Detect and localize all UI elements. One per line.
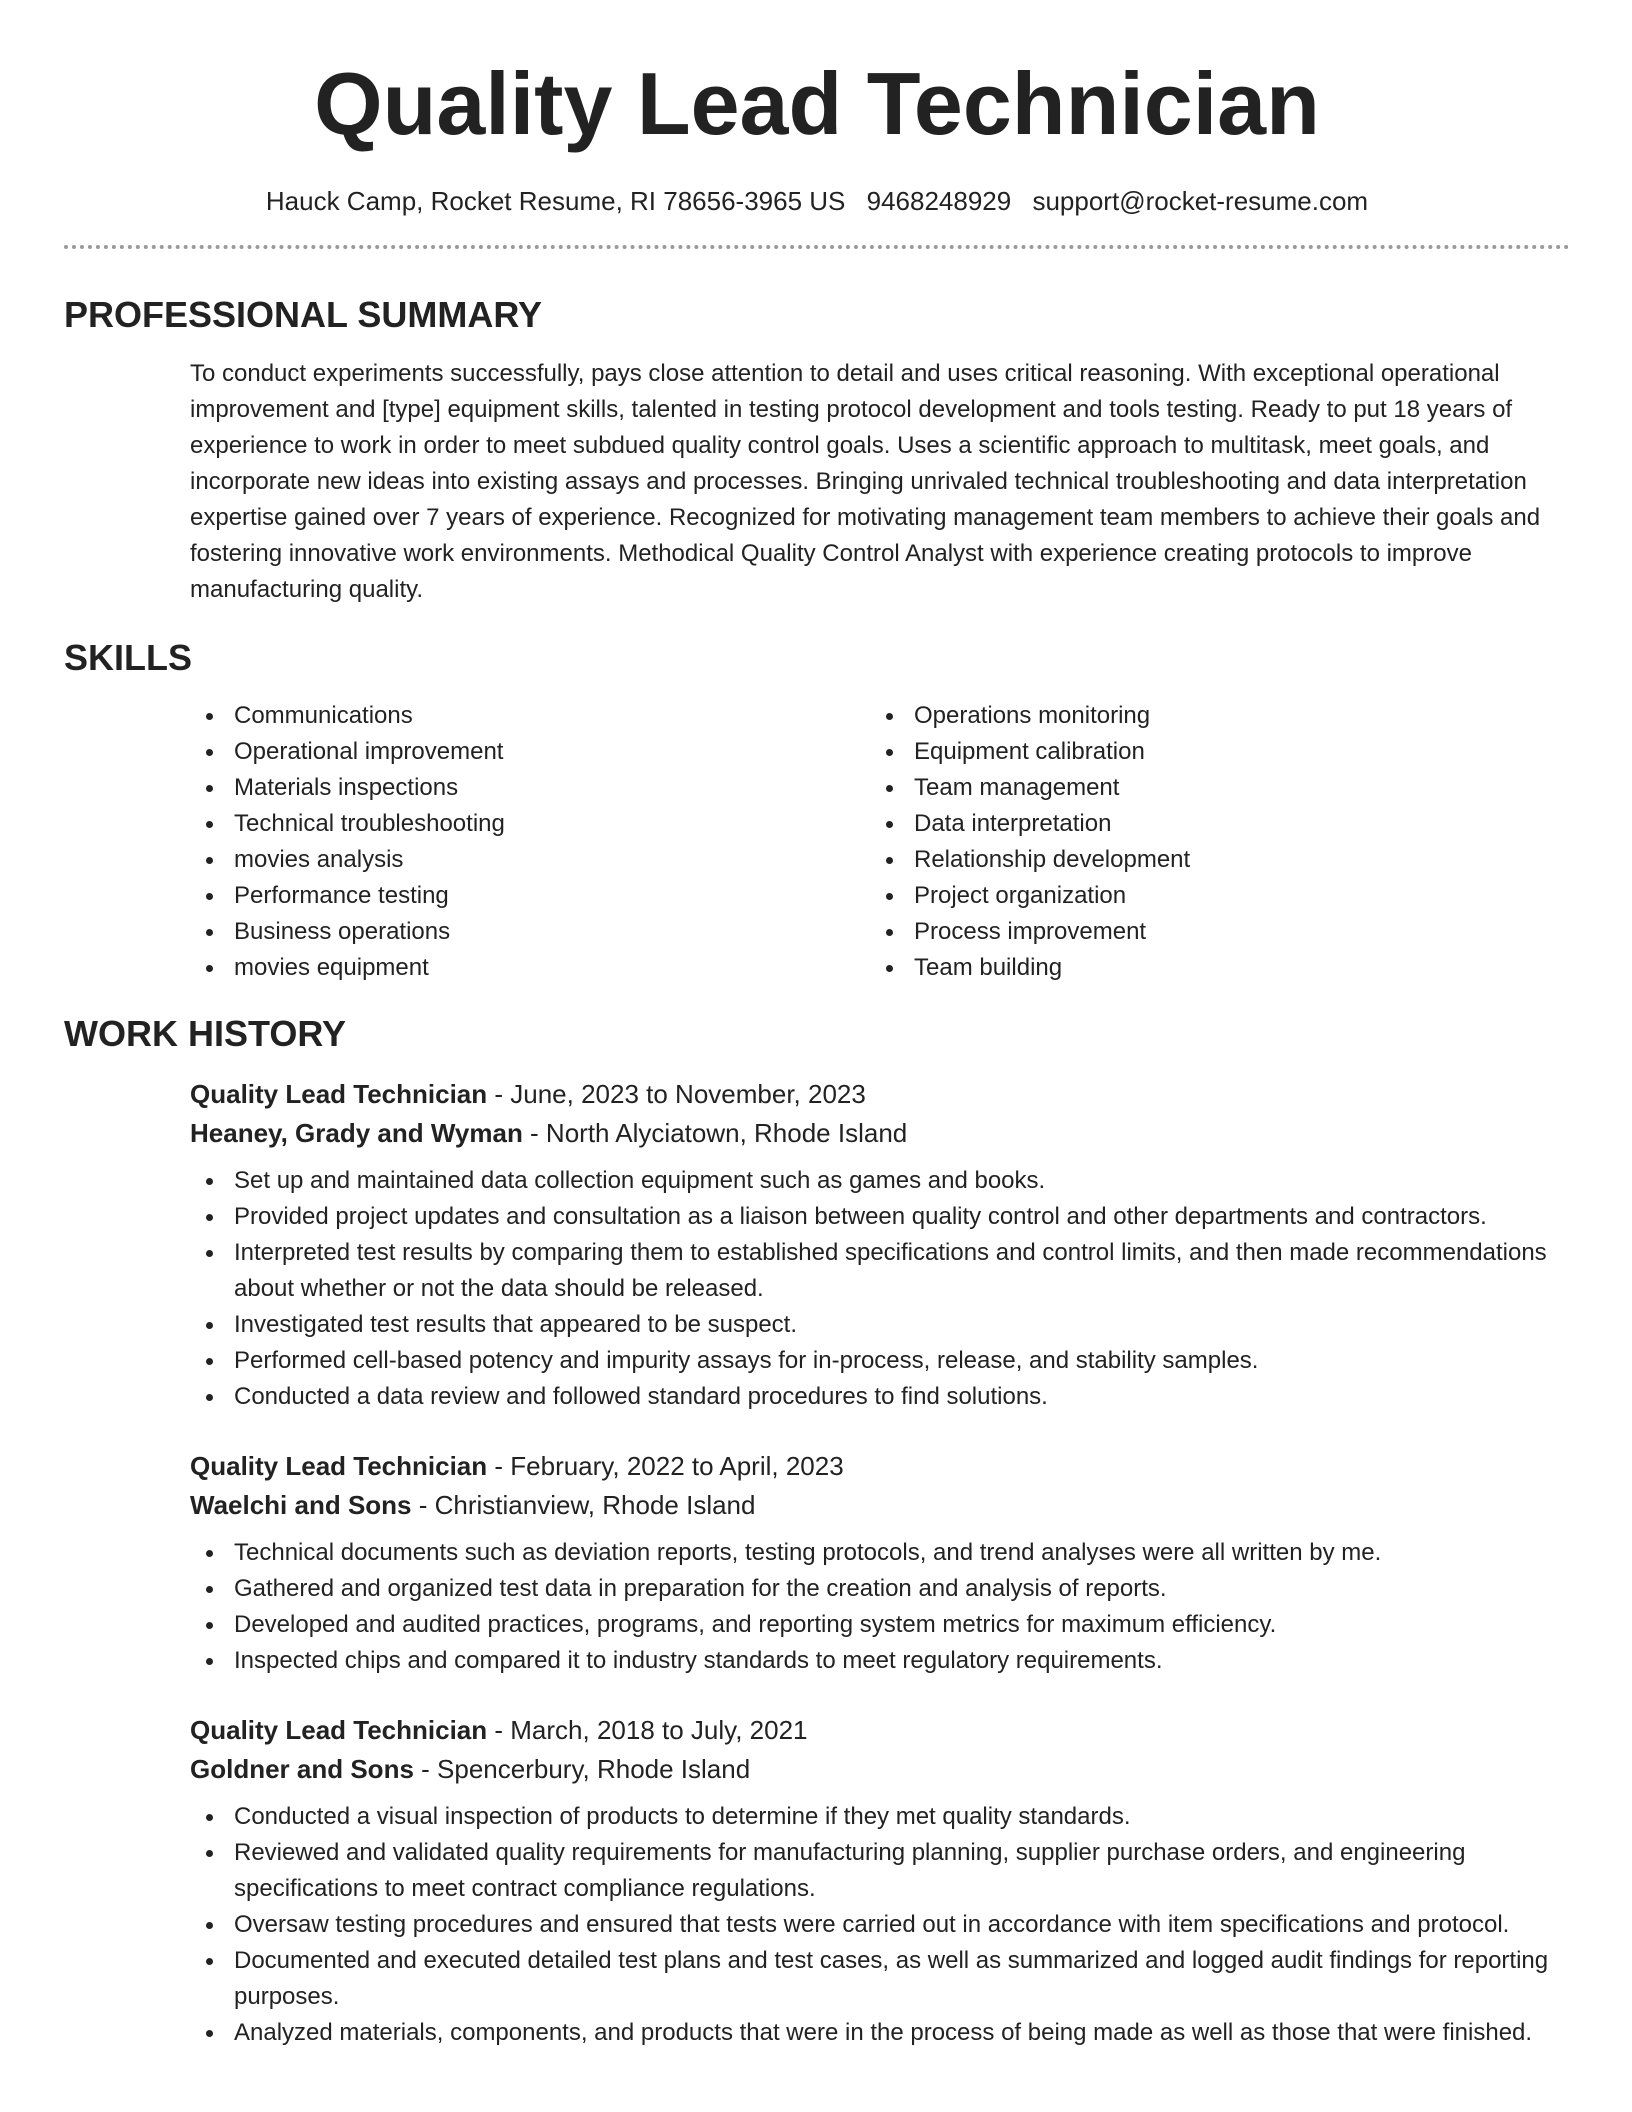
job-bullet: Conducted a visual inspection of products to determine if they met quality standards. [190,1799,1570,1835]
job-dates: - February, 2022 to April, 2023 [487,1450,844,1481]
job-company: Waelchi and Sons [190,1489,412,1520]
skill-item: movies analysis [190,842,870,878]
skill-item: Communications [190,698,870,734]
skills-column-left [190,698,870,986]
job-bullet: Interpreted test results by comparing them to established specifications and control limits, and then made recommendations about whether or not the data should be released. [190,1235,1570,1307]
summary-heading: PROFESSIONAL SUMMARY [64,294,543,336]
job-location: - North Alyciatown, Rhode Island [522,1117,908,1148]
job-bullet: Documented and executed detailed test plans and test cases, as well as summarized and logged audit findings for reporting purposes. [190,1943,1570,2015]
job-location: - Spencerbury, Rhode Island [413,1753,751,1784]
skill-item: Relationship development [870,842,1550,878]
job-bullet: Inspected chips and compared it to industry standards to meet regulatory requirements. [190,1643,1570,1679]
skill-item: movies equipment [190,950,870,986]
job-role: Quality Lead Technician [190,1714,488,1745]
job-entry [190,1711,1570,2051]
job-bullet: Conducted a data review and followed standard procedures to find solutions. [190,1379,1570,1415]
skill-item: Technical troubleshooting [190,806,870,842]
skill-item: Process improvement [870,914,1550,950]
skill-item: Materials inspections [190,770,870,806]
job-title-line [190,1075,1570,1114]
job-bullet: Reviewed and validated quality requirements for manufacturing planning, supplier purchase orders, and engineering specifications to meet contract compliance regulations. [190,1835,1570,1907]
job-bullet: Set up and maintained data collection equipment such as games and books. [190,1163,1570,1199]
resume-name: Quality Lead Technician [314,54,1320,153]
job-bullet: Performed cell-based potency and impurity assays for in-process, release, and stability samples. [190,1343,1570,1379]
skill-item: Operational improvement [190,734,870,770]
skill-item: Team building [870,950,1550,986]
job-dates: - June, 2023 to November, 2023 [487,1078,866,1109]
skill-item: Equipment calibration [870,734,1550,770]
job-company-line [190,1486,1570,1525]
job-bullets [190,1799,1570,2051]
job-location: - Christianview, Rhode Island [411,1489,756,1520]
job-company-line [190,1750,1570,1789]
job-bullet: Investigated test results that appeared to be suspect. [190,1307,1570,1343]
header-divider [64,245,1570,249]
job-entry [190,1447,1570,1679]
job-company: Goldner and Sons [190,1753,414,1784]
job-company-line [190,1114,1570,1153]
skill-item: Team management [870,770,1550,806]
job-title-line [190,1711,1570,1750]
skill-item: Performance testing [190,878,870,914]
work-history-heading: WORK HISTORY [64,1012,347,1054]
job-bullets [190,1163,1570,1415]
contact-address: Hauck Camp, Rocket Resume, RI 78656-3965 US [265,186,846,216]
resume-page [64,0,1570,2051]
contact-email[interactable]: support@rocket-resume.com [1032,186,1369,216]
job-bullet: Analyzed materials, components, and products that were in the process of being made as well as those that were finished. [190,2015,1570,2051]
job-dates: - March, 2018 to July, 2021 [487,1714,808,1745]
contact-line [64,186,1570,217]
job-bullets [190,1535,1570,1679]
job-bullet: Provided project updates and consultation as a liaison between quality control and other departments and contractors. [190,1199,1570,1235]
job-bullet: Technical documents such as deviation reports, testing protocols, and trend analyses were all written by me. [190,1535,1570,1571]
job-company: Heaney, Grady and Wyman [190,1117,523,1148]
skill-item: Business operations [190,914,870,950]
job-bullet: Developed and audited practices, programs, and reporting system metrics for maximum efficiency. [190,1607,1570,1643]
job-role: Quality Lead Technician [190,1078,488,1109]
job-role: Quality Lead Technician [190,1450,488,1481]
skill-item: Data interpretation [870,806,1550,842]
contact-phone: 9468248929 [866,186,1012,216]
job-bullet: Gathered and organized test data in preparation for the creation and analysis of reports. [190,1571,1570,1607]
job-entry [190,1075,1570,1415]
summary-text: To conduct experiments successfully, pays close attention to detail and uses critical reasoning. With exceptional operational improvement and [type] equipment skills, talented in testing protocol development and tools testing. Ready to put 18 years of experience to work in order to meet subdued quality control goals. Uses a scientific approach to multitask, meet goals, and incorporate new ideas into existing assays and processes. Bringing unrivaled technical troubleshooting and data interpretation expertise gained over 7 years of experience. Recognized for motivating management team members to achieve their goals and fostering innovative work environments. Methodical Quality Control Analyst with experience creating protocols to improve manufacturing quality. [190,360,1541,604]
skills-column-right [870,698,1550,986]
job-title-line [190,1447,1570,1486]
skills-list [190,698,1570,986]
skill-item: Project organization [870,878,1550,914]
skill-item: Operations monitoring [870,698,1550,734]
job-bullet: Oversaw testing procedures and ensured that tests were carried out in accordance with item specifications and protocol. [190,1907,1570,1943]
skills-heading: SKILLS [64,637,193,679]
